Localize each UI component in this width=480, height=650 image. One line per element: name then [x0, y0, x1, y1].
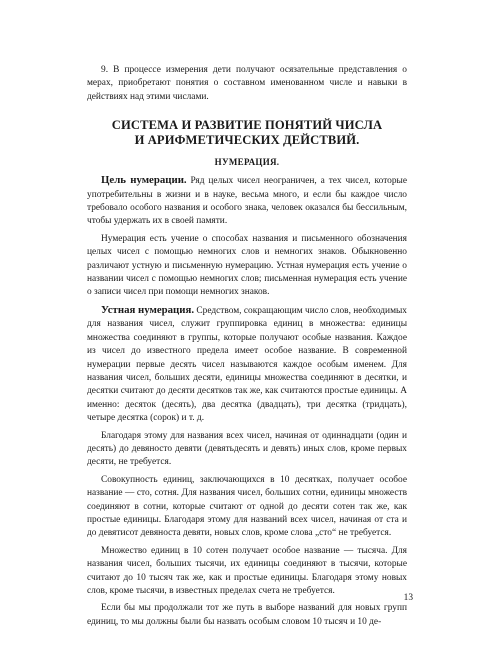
paragraph-lead: Устная нумерация.	[101, 303, 195, 316]
section-title-line-2: И АРИФМЕТИЧЕСКИХ ДЕЙСТВИЙ.	[134, 133, 360, 148]
section-title-line-1: СИСТЕМА И РАЗВИТИЕ ПОНЯТИЙ ЧИСЛА	[111, 118, 383, 133]
paragraph-text: Благодаря этому для названия всех чисел, начиная от одиннадцати (один и десять) до девяносто девяти (девятьдесять и девять) иных слов, кроме первых десяти, не требуется.	[87, 430, 407, 468]
paragraph-oral-numeration	[87, 304, 407, 426]
paragraph-text: Если бы мы продолжали тот же путь в выборе названий для новых групп единиц, то мы должны были бы назвать особым словом 10 тысяч и 10 де-	[87, 603, 407, 627]
paragraph-text: Нумерация есть учение о способах названия и письменного обозначения целых чисел с помощью немногих слов и немногих знаков. Обыкновенно различают устную и письменную нумерацию. Устная нумерация есть учение о названии чисел с помощью немногих слов; письменная нумерация есть учение о записи чисел при помощи немногих знаков.	[87, 233, 407, 298]
paragraph-continuation	[87, 602, 407, 629]
subsection-title: НУМЕРАЦИЯ.	[214, 157, 280, 168]
paragraph-thousands	[87, 545, 407, 599]
section-title	[87, 118, 407, 148]
paragraph-text: Ряд целых чисел неограничен, а тех чисел, которые употребительны в жизни и в науке, весьма много, и если бы каждое число требовало особого названия и особого знака, человек оказался бы бессильным, чтобы удержать их в своей памяти.	[87, 176, 407, 227]
page-number: 13	[403, 593, 413, 603]
paragraph-goal-of-numeration	[87, 174, 407, 229]
intro-paragraph-text: 9. В процессе измерения дети получают осязательные представления о мерах, приобретают понятия о составном именованном числе и навыки в действиях над этими числами.	[87, 65, 407, 102]
paragraph-text: Множество единиц в 10 сотен получает особое название — тысяча. Для названия чисел, больших тысячи, их единицы соединяют в тысячи, которые считают до 10 тысяч так же, как и простые единицы. Благодаря этому новых слов, кроме тысячи, в известных пределах счета не требуется.	[87, 545, 407, 596]
page-body	[87, 64, 407, 629]
paragraph-definition	[87, 233, 407, 300]
paragraph-tens	[87, 430, 407, 470]
paragraph-text: Совокупность единиц, заключающихся в 10 десятках, получает особое название — сто, сотня. Для названия чисел, больших сотни, единицы множеств соединяют в сотни, которые считают от одной до десяти сотен так же, как простые единицы. Благодаря этому для названий всех чисел, начиная от ста и до девятисот девяноста девяти, новых слов, кроме слова „сто“ не требуется.	[87, 474, 407, 539]
paragraph-lead: Цель нумерации.	[101, 174, 187, 187]
paragraph-hundreds	[87, 474, 407, 541]
paragraph-text: Средством, сокращающим число слов, необходимых для названия чисел, служит группировка единиц в множества: единицы множества соединяют в группы, которые получают особые названия. Каждое из чисел до известного предела имеет особое название. В современной нумерации первые десять чисел называются каждое особым именем. Для названия чисел, больших десяти, единицы множества соединяют в десятки, и десятки считают до десяти десятков так же, как считаются простые единицы. А именно: десяток (десять), два десятка (двадцать), три десятка (тридцать), четыре десятка (сорок) и т. д.	[87, 305, 407, 424]
intro-paragraph	[87, 64, 407, 104]
